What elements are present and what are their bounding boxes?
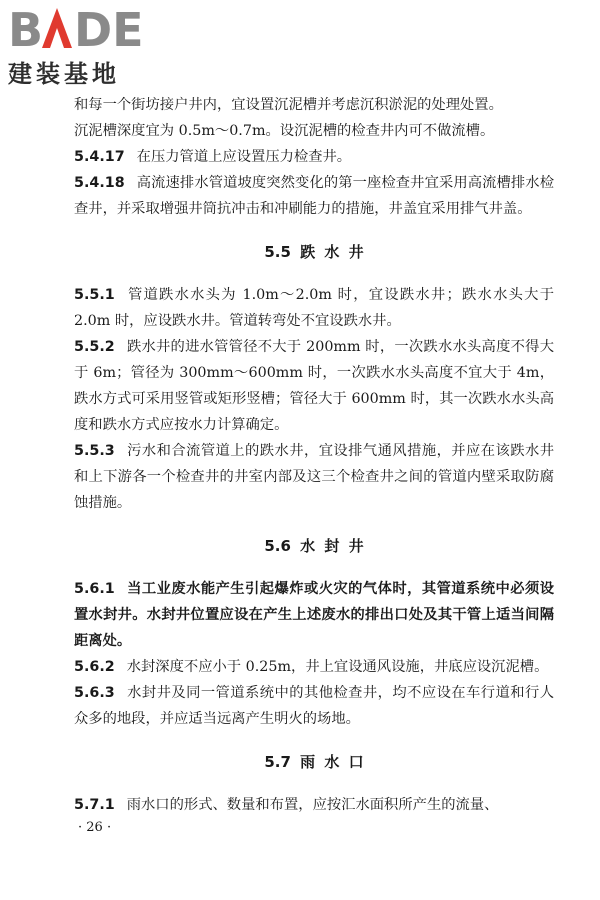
section-heading-5-5: 5.5 跌 水 井 [264, 243, 364, 261]
logo-subtitle: 建装基地 [8, 60, 120, 88]
document-body [74, 92, 554, 818]
clause-text: 水封深度不应小于 0.25m，井上宜设通风设施，井底应设沉泥槽。 [126, 659, 549, 675]
clause-number: 5.6.2 [74, 659, 115, 675]
clause-text: 高流速排水管道坡度突然变化的第一座检查井宜采用高流槽排水检查井，并采取增强井筒抗冲击和冲刷能力的措施，井盖宜采用排气井盖。 [74, 175, 554, 217]
intro-line: 沉泥槽深度宜为 0.5m～0.7m。设沉泥槽的检查井内可不做流槽。 [74, 123, 495, 139]
clause-5-5-2 [74, 334, 554, 438]
clause-5-5-1 [74, 282, 554, 334]
clause-number: 5.6.3 [74, 685, 115, 701]
clause-5-6-1 [74, 576, 554, 654]
clause-number: 5.5.3 [74, 443, 115, 459]
clause-number: 5.5.1 [74, 287, 115, 303]
clause-text: 污水和合流管道上的跌水井，宜设排气通风措施，并应在该跌水井和上下游各一个检查井的井室内部及这三个检查井之间的管道内壁采取防腐蚀措施。 [74, 443, 554, 511]
clause-number: 5.6.1 [74, 581, 115, 597]
clause-text: 在压力管道上应设置压力检查井。 [136, 149, 352, 165]
clause-5-6-3 [74, 680, 554, 732]
clause-text: 管道跌水水头为 1.0m～2.0m 时，宜设跌水井；跌水水头大于 2.0m 时，应设跌水井。管道转弯处不宜设跌水井。 [74, 287, 554, 329]
logo-letter-a [42, 8, 72, 48]
bade-wordmark [8, 4, 178, 52]
clause-5-4-18 [74, 170, 554, 222]
clause-number: 5.4.17 [74, 149, 125, 165]
page-number: · 26 · [78, 820, 112, 835]
clause-text: 雨水口的形式、数量和布置，应按汇水面积所产生的流量、 [126, 797, 499, 813]
clause-number: 5.7.1 [74, 797, 115, 813]
intro-line: 和每一个街坊接户井内，宜设置沉泥槽并考虑沉积淤泥的处理处置。 [74, 97, 503, 113]
clause-text: 跌水井的进水管管径不大于 200mm 时，一次跌水水头高度不得大于 6m；管径为 300mm～600mm 时，一次跌水水头高度不宜大于 4m，跌水方式可采用竖管或矩形竖槽；管径大于 600mm 时，其一次跌水水头高度和跌水方式应按水力计算确定。 [74, 339, 554, 433]
clause-number: 5.5.2 [74, 339, 115, 355]
clause-5-6-2 [74, 654, 554, 680]
section-heading-5-7: 5.7 雨 水 口 [264, 753, 364, 771]
clause-text: 当工业废水能产生引起爆炸或火灾的气体时，其管道系统中必须设置水封井。水封井位置应设在产生上述废水的排出口处及其干管上适当间隔距离处。 [74, 581, 554, 649]
clause-5-7-1 [74, 792, 554, 818]
clause-number: 5.4.18 [74, 175, 125, 191]
logo-letters-de: DE [74, 4, 144, 52]
clause-5-5-3 [74, 438, 554, 516]
section-heading-5-6: 5.6 水 封 井 [264, 537, 364, 555]
brand-logo [8, 4, 178, 89]
clause-5-4-17 [74, 144, 554, 170]
clause-text: 水封井及同一管道系统中的其他检查井，均不应设在车行道和行人众多的地段，并应适当远离产生明火的场地。 [74, 685, 554, 727]
logo-letter-b: B [8, 4, 44, 52]
